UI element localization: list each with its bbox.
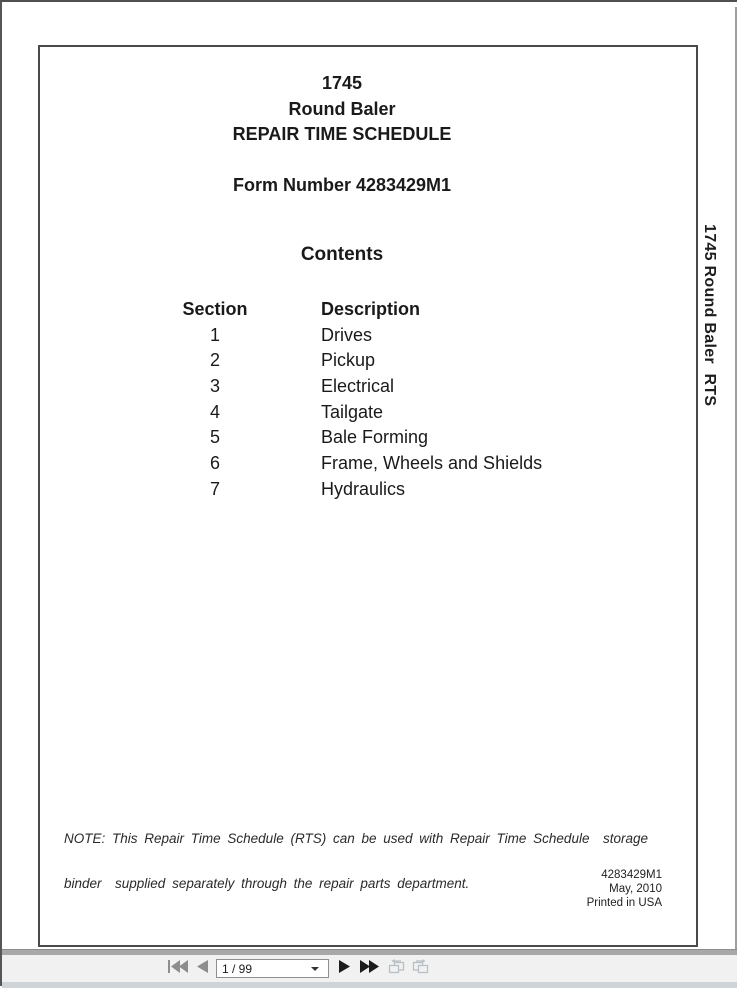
table-row: [40, 477, 680, 503]
table-row: [40, 348, 680, 374]
table-row: [40, 323, 680, 349]
section-description: Tailgate: [321, 401, 384, 422]
page-number-combobox[interactable]: [216, 959, 329, 978]
contents-table: [40, 297, 680, 503]
next-view-button[interactable]: [412, 959, 429, 979]
imprint-form-number: 4283429M1: [601, 869, 662, 881]
previous-view-icon: [388, 959, 405, 979]
table-row: [40, 374, 680, 400]
status-bar-strip: [2, 982, 737, 988]
contents-header-row: [40, 297, 680, 323]
document-page: [38, 45, 698, 947]
column-header-section: Section: [182, 299, 248, 319]
section-number: 3: [209, 376, 220, 397]
section-number: 7: [209, 478, 220, 499]
form-number: Form Number 4283429M1: [232, 175, 452, 195]
table-row: [40, 425, 680, 451]
first-page-button[interactable]: [168, 960, 188, 978]
last-page-icon: [360, 960, 379, 978]
column-header-description: Description: [321, 299, 421, 319]
side-tab-label: 1745 Round Baler RTS: [701, 224, 718, 407]
next-view-icon: [412, 959, 429, 979]
page-number-input[interactable]: [217, 961, 305, 976]
section-number: 6: [209, 453, 220, 474]
page-navigation-controls: [168, 955, 429, 982]
next-page-icon: [339, 960, 350, 978]
previous-page-button[interactable]: [197, 960, 208, 978]
section-number: 1: [209, 324, 220, 345]
section-description: Hydraulics: [321, 478, 406, 499]
footnote-line-1: NOTE: This Repair Time Schedule (RTS) can be used with Repair Time Schedule storage: [64, 831, 648, 846]
previous-page-icon: [197, 960, 208, 978]
page-navigation-toolbar: [2, 955, 737, 982]
table-row: [40, 451, 680, 477]
title-line-model: 1745: [321, 73, 363, 93]
title-line-doc-type: REPAIR TIME SCHEDULE: [232, 124, 452, 144]
section-description: Frame, Wheels and Shields: [321, 453, 543, 474]
next-page-button[interactable]: [339, 960, 350, 978]
imprint-date: May, 2010: [609, 883, 662, 896]
section-number: 5: [209, 427, 220, 448]
table-row: [40, 400, 680, 426]
section-description: Electrical: [321, 376, 395, 397]
contents-heading: Contents: [300, 244, 384, 265]
section-description: Pickup: [321, 350, 376, 371]
previous-view-button[interactable]: [388, 959, 405, 979]
document-title: [40, 71, 644, 148]
first-page-icon: [168, 960, 188, 978]
chevron-down-icon[interactable]: [311, 967, 319, 971]
section-number: 2: [209, 350, 220, 371]
section-description: Drives: [321, 324, 373, 345]
imprint-printed-in: Printed in USA: [586, 897, 662, 910]
title-line-product: Round Baler: [288, 98, 396, 119]
section-number: 4: [209, 401, 220, 422]
footnote: [64, 801, 674, 921]
imprint-block: [587, 868, 662, 911]
section-description: Bale Forming: [321, 427, 429, 448]
last-page-button[interactable]: [360, 960, 379, 978]
footnote-line-2: binder supplied separately through the repair parts department.: [64, 876, 470, 891]
